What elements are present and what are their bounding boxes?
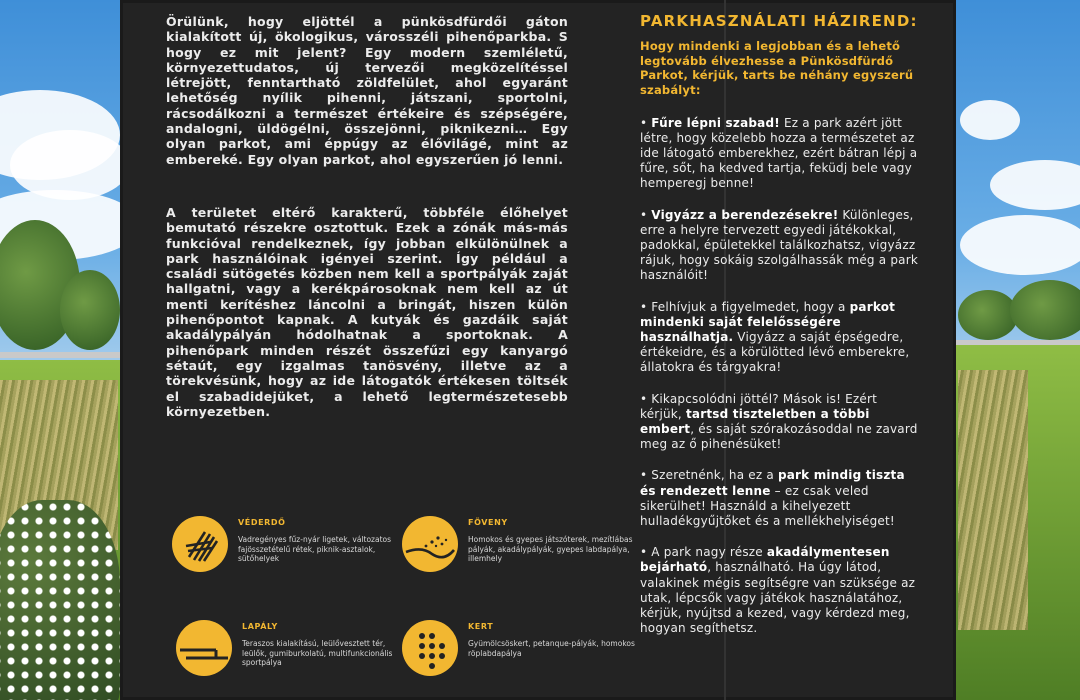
rule-item: • Kikapcsolódni jöttél? Mások is! Ezért kérjük, tartsd tiszteletben a többi embert, és saját szórakozásoddal ne zavard meg az ő pihenésüket!	[640, 391, 918, 452]
cloud	[10, 130, 130, 200]
zone-kert	[402, 620, 638, 676]
sand-icon	[402, 516, 458, 572]
flower-bush	[0, 500, 120, 700]
rule-item: • A park nagy része akadálymentesen bejárható, használható. Ha úgy látod, valakinek mégis segítségre van szüksége az utak, lépcsők vagy játékok használatához, kérjük, nyújtsd a kezed, vagy kérdezd meg, hogyan segíthetsz.	[640, 545, 916, 636]
reeds	[958, 370, 1028, 630]
rule-item: • Fűre lépni szabad! Ez a park azért jött létre, hogy közelebb hozza a természetet az ide látogató emberekhez, ezért bátran lépj a fűre, sőt, ha kedved tartja, feküdj bele vagy hemperegj benne!	[640, 115, 918, 191]
rules-intro: Hogy mindenki a legjobban és a lehető legtovább élvezhesse a Pünkösdfürdő Parkot, kérjük, tarts be néhány egyszerű szabályt:	[640, 39, 914, 97]
rule-bold: Fűre lépni szabad!	[651, 115, 780, 130]
rule-pre: Kikapcsolódni jöttél? Mások is! Ezért kérjük,	[640, 391, 878, 421]
cloud	[990, 160, 1080, 210]
rule-pre: A park nagy része	[651, 545, 767, 560]
fence	[0, 352, 120, 358]
rule-item: • Szeretnénk, ha ez a park mindig tiszta és rendezett lenne – ez csak veled sikerülhet! Használd a kihelyezett hulladékgyűjtőket és a mellékhelyiséget!	[640, 468, 905, 529]
intro-paragraph: Örülünk, hogy eljöttél a pünkösdfürdői gáton kialakított új, ökologikus, városszéli pihenőparkba. S hogy ez mit jelent? Egy modern szemléletű, környezettudatos, új tervezői megközelítéssel létrejött, fenntartható zöldfelület, ahol egyaránt lehetőség nyílik pihenni, játszani, sportolni, rácsodálkozni a természet értékeire és szépségére, andalogni, üldögélni, összejönni, piknikezni… Egy olyan parkot, ami éppúgy az élővilágé, mint az embereké. Egy olyan parkot, ahol egyszerűen jó lenni.	[166, 14, 568, 167]
rule-item: • Vigyázz a berendezésekre! Különleges, erre a helyre tervezett egyedi játékokkal, padokkal, épületekkel találkozhatsz, vigyázz rájuk, hogy sokáig szolgálhassák még a park használóit!	[640, 207, 918, 283]
rule-item: • Felhívjuk a figyelmedet, hogy a parkot mindenki saját felelősségére használhatja. Vigyázz a saját épségedre, értékeidre, és a körülötted lévő emberekre, állatokra és tárgyakra!	[640, 299, 910, 375]
zone-title: KERT	[468, 622, 494, 631]
rule-bold: parkot mindenki saját felelősségére használhatja.	[640, 299, 896, 345]
zone-description: Teraszos kialakítású, leülővesztett tér, leülők, gumiburkolatú, multifunkcionális sportpálya	[242, 639, 393, 667]
rule-bold: tartsd tiszteletben a többi embert	[640, 406, 870, 437]
info-board	[120, 0, 956, 700]
zone-description: Gyümölcsöskert, petanque-pályák, homokos röplabdapálya	[468, 639, 635, 658]
zone-description: Homokos és gyepes játszóterek, mezítlábas pályák, akadálypályák, gyepes labdapálya, illemhely	[468, 535, 633, 563]
tree	[60, 270, 120, 350]
cloud	[960, 100, 1020, 140]
zone-title: LAPÁLY	[242, 622, 278, 631]
forest-icon	[172, 516, 228, 572]
tree	[958, 290, 1018, 340]
rule-text: – ez csak veled sikerülhet! Használd a kihelyezett hulladékgyűjtőket és a mellékhelyiséget!	[640, 483, 895, 529]
tree	[1010, 280, 1080, 340]
zone-foveny	[402, 516, 638, 572]
rule-text: Vigyázz a saját épségedre, értékeidre, és a körülötted lévő emberekre, állatokra és tárgyakra!	[640, 330, 910, 375]
park-description	[166, 14, 568, 457]
rule-text: , és saját szórakozásoddal ne zavard meg az ő pihenésüket!	[640, 422, 918, 452]
garden-icon	[402, 620, 458, 676]
cloud	[960, 215, 1080, 275]
rule-pre: Felhívjuk a figyelmedet, hogy a	[651, 299, 850, 314]
rule-text: Különleges, erre a helyre tervezett egyedi játékokkal, padokkal, épületekkel találkozhatsz, vigyázz rájuk, hogy sokáig szolgálhassák még a park használóit!	[640, 207, 918, 283]
zone-title: FÖVENY	[468, 518, 508, 527]
zone-description: Vadregényes fűz-nyár ligetek, változatos fajösszetételű rétek, piknik-asztalok, sütőhelyek	[238, 535, 392, 563]
park-rules	[640, 14, 920, 652]
rule-text: Ez a park azért jött létre, hogy közelebb hozza a természetet az ide látogató emberekhez, ezért bátran lépj a fűre, sőt, ha kedved tartja, feküdj bele vagy hemperegj benne!	[640, 115, 918, 191]
rules-title: PARKHASZNÁLATI HÁZIREND:	[640, 12, 918, 30]
terrace-icon	[176, 620, 232, 676]
zones-paragraph: A területet eltérő karakterű, többféle élőhelyet bemutató részekre osztottuk. Ezek a zónák más-más funkcióval rendelkeznek, így jobban elkülönülnek a park használóinak igényei szerint. Így például a családi sütögetés közben nem kell a sportpályák zaját hallgatni, vagy a kerékpárosoknak nem kell az út menti kerítéshez láncolni a bringát, hiszen külön pihenőpontot kapnak. A kutyák és gazdáik saját akadálypályán hódolhatnak a sportoknak. A pihenőpark minden részét összefűzi egy kanyargó sétaút, egy izgalmas tanösvény, illetve az a törekvésünk, hogy az ide látogatók értékesen töltsék el szabadidejüket, a lehető legtermészetesebb környezetben.	[166, 204, 568, 419]
rule-pre: Szeretnénk, ha ez a	[651, 468, 778, 483]
rule-bold: Vigyázz a berendezésekre!	[651, 207, 839, 222]
zone-lapaly	[176, 620, 412, 676]
zone-title: VÉDERDŐ	[238, 518, 286, 527]
rule-bold: akadálymentesen bejárható	[640, 545, 890, 575]
rule-text: , használható. Ha úgy látod, valakinek mégis segítségre van szüksége az utak, lépcsők vagy játékok használatához, kérjük, nyújtsd a kezed, vagy kérdezd meg, hogyan segíthetsz.	[640, 560, 916, 636]
rule-bold: park mindig tiszta és rendezett lenne	[640, 468, 905, 498]
zone-vederdo	[172, 516, 408, 572]
